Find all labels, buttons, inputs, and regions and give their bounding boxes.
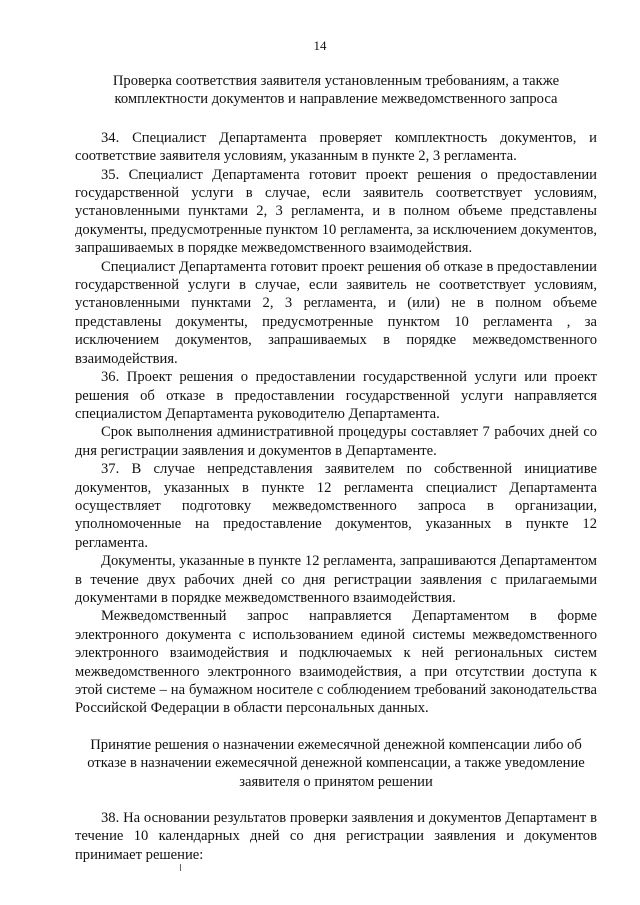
section-heading: Проверка соответствия заявителя установленным требованиям, а также комплектности документов и направление межведомственного запроса [112, 73, 560, 108]
paragraph-35-refusal: Специалист Департамента готовит проект решения об отказе в предоставлении государственной услуги в случае, если заявитель не соответствует условиям, установленными пунктами 2, 3 регламента, и (или) не в полном объеме представлены документы, предусмотренные пунктом 10 регламента , за исключением документов, запрашиваемых в порядке межведомственного взаимодействия. [75, 258, 597, 367]
paragraph-36: 36. Проект решения о предоставлении государственной услуги или проект решения об отказе в предоставлении государственной услуги направляется специалистом Департамента руководителю Департамента. [75, 369, 597, 422]
document-body [75, 72, 597, 864]
paragraph-34: 34. Специалист Департамента проверяет комплектность документов, и соответствие заявителя условиям, указанным в пункте 2, 3 регламента. [75, 129, 597, 165]
paragraph-37-request: Межведомственный запрос направляется Департаментом в форме электронного документа с использованием единой системы межведомственного электронного взаимодействия и подключаемых к ней региональных систем межведомственного электронного взаимодействия, а при отсутствии доступа к этой системе – на бумажном носителе с соблюдением требований законодательства Российской Федерации в области персональных данных. [75, 608, 597, 717]
paragraph-37-documents: Документы, указанные в пункте 12 регламента, запрашиваются Департаментом в течение двух рабочих дней со дня регистрации заявления с прилагаемыми документами в порядке межведомственного взаимодействия. [75, 553, 597, 606]
paragraph-36-term: Срок выполнения административной процедуры составляет 7 рабочих дней со дня регистрации заявления и документов в Департаменте. [75, 424, 597, 459]
section-heading: Принятие решения о назначении ежемесячной денежной компенсации либо об отказе в назначении ежемесячной денежной компенсации, а также уведомление заявителя о принятом решении [87, 736, 585, 790]
paragraph-38: 38. На основании результатов проверки заявления и документов Департамент в течение 10 календарных дней со дня регистрации заявления и документов принимает решение: [75, 810, 597, 863]
paragraph-37: 37. В случае непредставления заявителем по собственной инициативе документов, указанных в пункте 12 регламента специалист Департамента осуществляет подготовку межведомственного запроса в организации, уполномоченные на предоставление документов, указанных в пункте 12 регламента. [75, 461, 597, 551]
scan-artifact [180, 864, 181, 871]
paragraph-35: 35. Специалист Департамента готовит проект решения о предоставлении государственной услуги в случае, если заявитель соответствует условиям, установленными пунктами 2, 3 регламента, и в полном объеме представлены документы, предусмотренные пунктом 10 регламента, за исключением документов, запрашиваемых в порядке межведомственного взаимодействия. [75, 166, 597, 257]
page-number: 14 [313, 38, 327, 53]
